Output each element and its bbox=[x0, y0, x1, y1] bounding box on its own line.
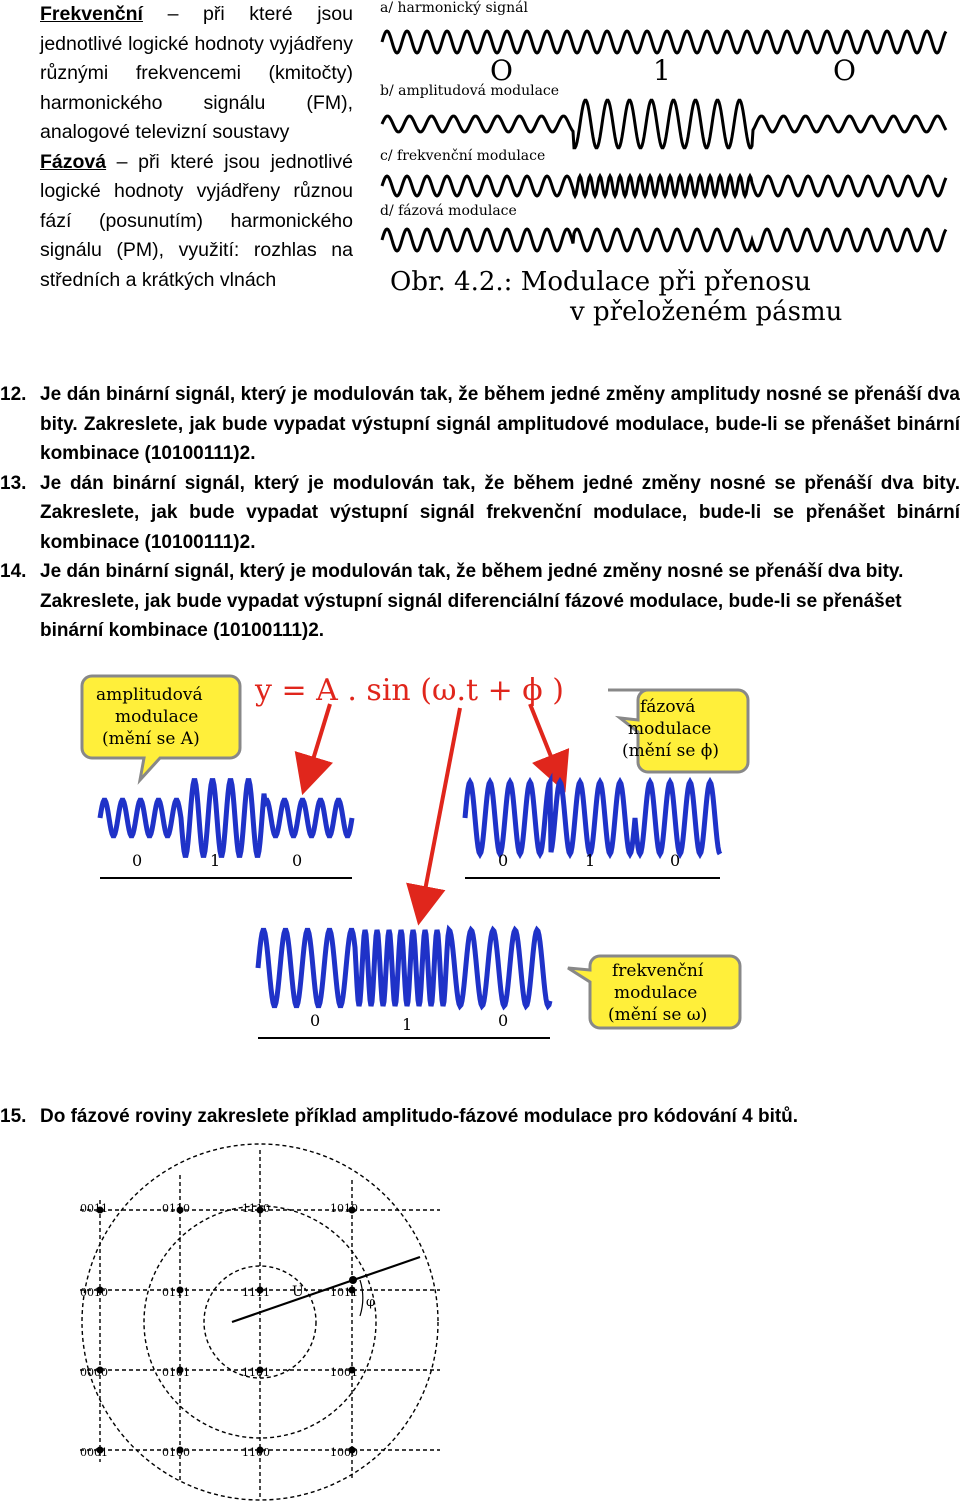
point-label: 1011 bbox=[330, 1286, 358, 1299]
label-harmonic: a/ harmonický signál bbox=[380, 0, 528, 16]
point-label: 1100 bbox=[242, 1446, 270, 1459]
point-label: 1101 bbox=[242, 1366, 270, 1379]
vector-label: U bbox=[292, 1284, 304, 1300]
pm-bit-1: 1 bbox=[585, 851, 596, 870]
point-label: 0010 bbox=[80, 1286, 108, 1299]
angle-label: φ bbox=[366, 1295, 376, 1310]
pm-callout-line2: modulace bbox=[628, 719, 712, 739]
arrow-to-am bbox=[308, 704, 330, 776]
task-text: Do fázové roviny zakreslete příklad amplitudo-fázové modulace pro kódování 4 bitů. bbox=[40, 1106, 799, 1127]
figure-caption-line1: Obr. 4.2.: Modulace při přenosu bbox=[390, 267, 811, 297]
fm-callout-line2: modulace bbox=[614, 983, 698, 1003]
point-label: 1111 bbox=[242, 1286, 270, 1299]
wave-pm bbox=[382, 229, 946, 251]
wave-am bbox=[382, 100, 946, 148]
point-label: 1010 bbox=[330, 1202, 358, 1215]
task-text: Je dán binární signál, který je modulován tak, že během jedné změny amplitudy nosné se přenáší dva bity. Zakreslete, jak bude vypadat výstupní signál amplitudové modulace, bude-li se přenášet binární kombinace (10100111)2. bbox=[40, 384, 960, 464]
pm-callout-line3: (mění se ϕ) bbox=[622, 741, 720, 761]
fm-callout-line1: frekvenční bbox=[612, 961, 704, 981]
task-12 bbox=[0, 380, 960, 469]
bit-label-0b: O bbox=[833, 54, 856, 87]
task-number: 14. bbox=[0, 561, 27, 582]
wave-fm bbox=[382, 176, 946, 196]
task-text: Je dán binární signál, který je modulován tak, že během jedné změny nosné se přenáší dva bity. Zakreslete, jak bude vypadat výstupní signál frekvenční modulace, bude-li se přenášet binární kombinace (10100111)2. bbox=[40, 472, 960, 553]
task-number: 12. bbox=[0, 384, 27, 405]
fm-bit-0a: 0 bbox=[310, 1011, 321, 1030]
pm-bit-0b: 0 bbox=[670, 851, 681, 870]
vector-endpoint bbox=[349, 1276, 357, 1284]
figure-modulation-types bbox=[378, 0, 950, 332]
wave-pm-blue bbox=[465, 782, 720, 854]
point-label: 1110 bbox=[242, 1202, 270, 1215]
am-callout-line2: modulace bbox=[115, 707, 199, 727]
label-fm: c/ frekvenční modulace bbox=[380, 148, 546, 164]
bit-label-0a: O bbox=[490, 54, 513, 87]
label-pm: d/ fázová modulace bbox=[380, 203, 517, 219]
task-text: Je dán binární signál, který je modulován tak, že během jedné změny nosné se přenáší dva bity. Zakreslete, jak bude vypadat výstupní signál diferenciální fázové modulace, bude-li se přenášet binární kombinace (10100111)2. bbox=[40, 561, 904, 641]
point-label: 0000 bbox=[80, 1366, 108, 1379]
phase-description: – při které jsou jednotlivé logické hodnoty vyjádřeny různou fází (posunutím) harmonického signálu (PM), využití: rozhlas na středních a krátkých vlnách bbox=[40, 150, 353, 291]
fm-callout-line3: (mění se ω) bbox=[608, 1005, 708, 1025]
frequency-paragraph bbox=[40, 0, 353, 148]
point-label: 0110 bbox=[162, 1202, 190, 1215]
figure-modulation-formula bbox=[80, 668, 770, 1058]
frequency-term: Frekvenční bbox=[40, 3, 143, 25]
am-bit-0a: 0 bbox=[132, 851, 143, 870]
point-label: 0001 bbox=[80, 1446, 108, 1459]
wave-fm-blue bbox=[258, 930, 550, 1006]
am-callout-line1: amplitudová bbox=[96, 685, 203, 705]
fm-bit-0b: 0 bbox=[498, 1011, 509, 1030]
label-am: b/ amplitudová modulace bbox=[380, 83, 560, 99]
phase-term: Fázová bbox=[40, 150, 107, 173]
figure-caption-line2: v přeloženém pásmu bbox=[570, 297, 843, 327]
am-callout-line3: (mění se A) bbox=[102, 729, 200, 749]
fm-bit-1: 1 bbox=[402, 1015, 413, 1034]
pm-bit-0a: 0 bbox=[498, 851, 509, 870]
frequency-description: – při které jsou jednotlivé logické hodnoty vyjádřeny různými frekvencemi (kmitočty) harmonického signálu (FM), analogové televizní soustavy bbox=[40, 3, 353, 143]
formula: y = A . sin (ω.t + ϕ ) bbox=[255, 673, 564, 708]
task-15 bbox=[0, 1102, 960, 1132]
intro-text bbox=[40, 0, 353, 295]
point-label: 0011 bbox=[80, 1202, 108, 1215]
task-number: 15. bbox=[0, 1106, 27, 1127]
phase-paragraph bbox=[40, 148, 353, 296]
wave-am-blue bbox=[100, 781, 352, 856]
point-label: 1000 bbox=[330, 1446, 358, 1459]
point-label: 0101 bbox=[162, 1366, 190, 1379]
pm-callout-line1: fázová bbox=[640, 697, 696, 717]
am-bit-0b: 0 bbox=[292, 851, 303, 870]
point-label: 1001 bbox=[330, 1366, 358, 1379]
bit-label-1: 1 bbox=[653, 54, 671, 87]
angle-arc bbox=[360, 1280, 363, 1316]
task-14 bbox=[0, 557, 960, 646]
wave-harmonic bbox=[382, 31, 946, 53]
arrow-to-pm bbox=[530, 704, 558, 774]
point-label: 0111 bbox=[162, 1286, 190, 1299]
task-number: 13. bbox=[0, 472, 27, 494]
constellation-diagram bbox=[60, 1140, 440, 1510]
point-label: 0100 bbox=[162, 1446, 190, 1459]
tasks-list bbox=[0, 380, 960, 646]
am-bit-1: 1 bbox=[210, 851, 221, 870]
arrow-to-fm bbox=[422, 708, 460, 906]
task-13 bbox=[0, 469, 960, 558]
